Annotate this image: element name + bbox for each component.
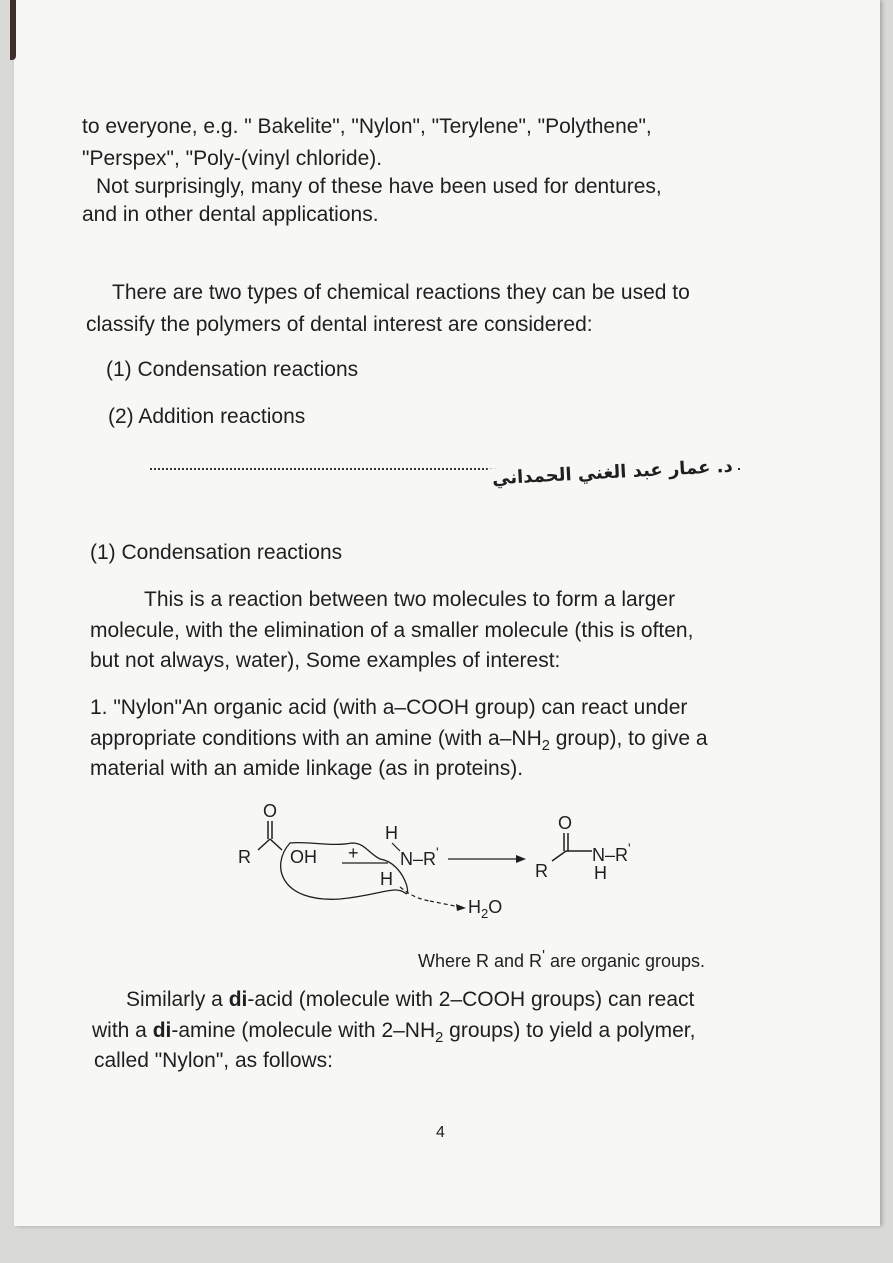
para2-line1: There are two types of chemical reactions they can be used to: [112, 281, 690, 304]
section-heading: (1) Condensation reactions: [90, 541, 343, 564]
para1-line4: and in other dental applications.: [82, 203, 379, 226]
carbonyl-o-left: O: [263, 801, 278, 821]
page-edge: [10, 0, 16, 60]
list-item-1: (1) Condensation reactions: [106, 358, 359, 381]
r-left: R: [238, 847, 251, 867]
r-right: R: [535, 861, 548, 881]
carbonyl-o-right: O: [558, 813, 573, 833]
amide-n-r: N–R': [592, 840, 631, 865]
oh-group: OH: [290, 847, 317, 867]
nylon-line1: 1. "Nylon"An organic acid (with a–COOH group) can react under: [90, 696, 688, 719]
nylon-line2: appropriate conditions with an amine (with $a-NH_2$ group), to give a: [90, 727, 708, 755]
amine-n-r: N–R': [400, 844, 439, 869]
author-signature: د. عمار عبد الغني الحمداني: [488, 456, 738, 490]
reaction-diagram: [230, 795, 660, 925]
para2-line2: classify the polymers of dental interest are considered:: [86, 313, 593, 336]
plus-sign: +: [348, 843, 359, 863]
section-line2: molecule, with the elimination of a smaller molecule (this is often,: [90, 619, 694, 642]
amine-h-top: H: [385, 823, 398, 843]
para1-line1: to everyone, e.g. " Bakelite", "Nylon", "Terylene", "Polythene",: [82, 115, 652, 138]
section-line3: but not always, water), Some examples of interest:: [90, 649, 561, 672]
para3-line2: with a di-amine (molecule with $2-NH_2$ groups) to yield a polymer,: [92, 1019, 696, 1047]
para3-line1: Similarly a di-acid (molecule with 2–COOH groups) can react: [126, 988, 695, 1011]
para3-line3: called "Nylon", as follows:: [94, 1049, 334, 1072]
diagram-caption: Where R and R' are organic groups.: [418, 947, 706, 971]
page-number: 4: [436, 1124, 445, 1141]
amine-h-loop: H: [380, 869, 393, 889]
list-item-2: (2) Addition reactions: [108, 405, 306, 428]
water-product: $H_2O$: [468, 897, 503, 921]
amide-h: H: [594, 863, 607, 883]
section-line1: This is a reaction between two molecules to form a larger: [144, 588, 676, 611]
para1-line2: "Perspex", "Poly-(vinyl chloride).: [82, 147, 383, 170]
para1-line3: Not surprisingly, many of these have been used for dentures,: [96, 175, 662, 198]
nylon-line3: material with an amide linkage (as in proteins).: [90, 757, 524, 780]
